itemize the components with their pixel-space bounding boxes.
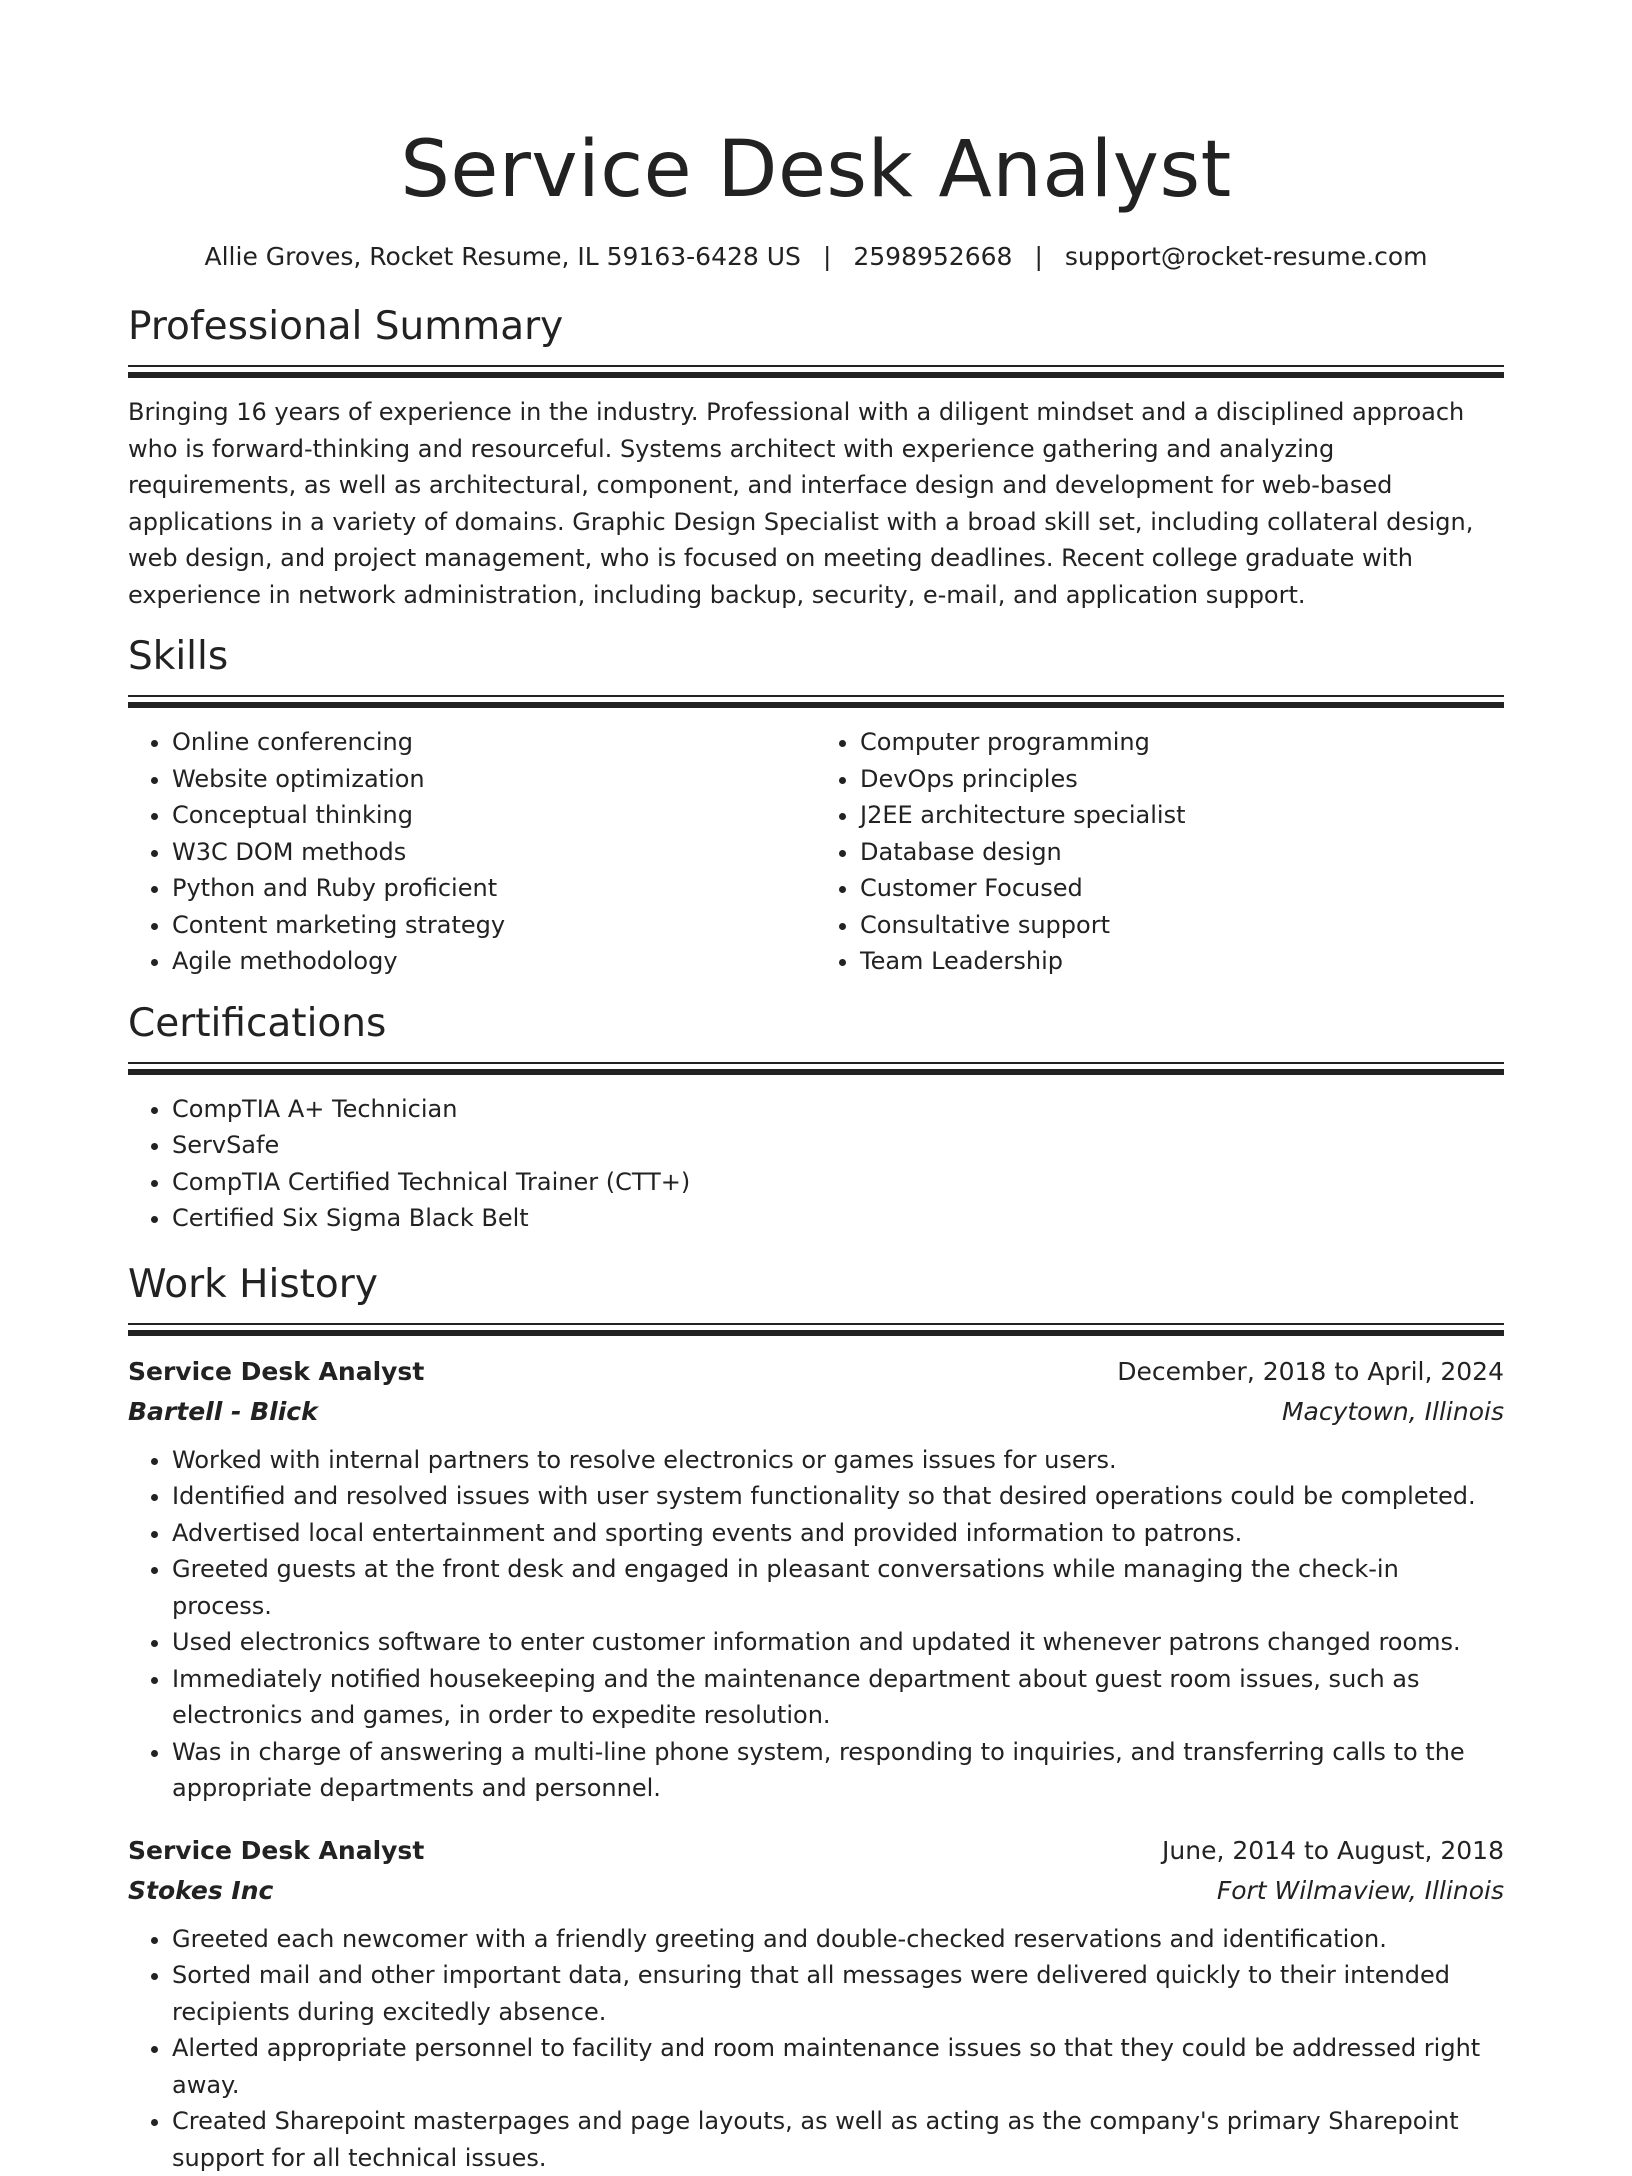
contact-phone: 2598952668 bbox=[853, 242, 1012, 271]
skills-heading: Skills bbox=[128, 633, 1504, 681]
skill-item: • Online conferencing bbox=[172, 724, 816, 761]
job-bullet: • Worked with internal partners to resolve electronics or games issues for users. bbox=[172, 1442, 1504, 1479]
job-bullet: • Identified and resolved issues with user system functionality so that desired operations could be completed. bbox=[172, 1478, 1504, 1515]
section-divider bbox=[128, 1323, 1504, 1336]
skill-item: • Computer programming bbox=[860, 724, 1504, 761]
job-entry bbox=[128, 1831, 1504, 2176]
work-heading: Work History bbox=[128, 1261, 1504, 1309]
job-dates: June, 2014 to August, 2018 bbox=[1162, 1831, 1504, 1871]
certification-item: • CompTIA Certified Technical Trainer (CTT+) bbox=[172, 1164, 1504, 1201]
certifications-heading: Certifications bbox=[128, 1000, 1504, 1048]
summary-section bbox=[128, 303, 1504, 613]
resume-page bbox=[128, 0, 1504, 2176]
certifications-list bbox=[128, 1091, 1504, 1237]
certification-item: • ServSafe bbox=[172, 1127, 1504, 1164]
job-header bbox=[128, 1352, 1504, 1392]
job-company: Stokes Inc bbox=[128, 1871, 273, 1911]
contact-line bbox=[128, 240, 1504, 274]
job-bullet: • Sorted mail and other important data, ensuring that all messages were delivered quickly to their intended recipients during excitedly absence. bbox=[172, 1957, 1504, 2030]
skill-item: • W3C DOM methods bbox=[172, 834, 816, 871]
job-bullet: • Alerted appropriate personnel to facility and room maintenance issues so that they could be addressed right away. bbox=[172, 2030, 1504, 2103]
certification-item: • CompTIA A+ Technician bbox=[172, 1091, 1504, 1128]
contact-separator: | bbox=[1034, 240, 1042, 274]
skill-item: • Consultative support bbox=[860, 907, 1504, 944]
skills-grid bbox=[128, 724, 1504, 980]
skill-item: • Content marketing strategy bbox=[172, 907, 816, 944]
job-bullet: • Was in charge of answering a multi-line phone system, responding to inquiries, and transferring calls to the appropriate departments and personnel. bbox=[172, 1734, 1504, 1807]
job-bullet: • Advertised local entertainment and sporting events and provided information to patrons. bbox=[172, 1515, 1504, 1552]
contact-address: Allie Groves, Rocket Resume, IL 59163-6428 US bbox=[205, 242, 801, 271]
job-title: Service Desk Analyst bbox=[128, 1831, 424, 1871]
work-section bbox=[128, 1261, 1504, 2176]
certifications-section bbox=[128, 1000, 1504, 1237]
job-bullet: • Immediately notified housekeeping and the maintenance department about guest room issues, such as electronics and games, in order to expedite resolution. bbox=[172, 1661, 1504, 1734]
skill-item: • J2EE architecture specialist bbox=[860, 797, 1504, 834]
job-subheader bbox=[128, 1392, 1504, 1432]
skill-item: • Python and Ruby proficient bbox=[172, 870, 816, 907]
job-entry bbox=[128, 1352, 1504, 1807]
section-divider bbox=[128, 1062, 1504, 1075]
job-bullets bbox=[128, 1921, 1504, 2176]
job-bullet: • Used electronics software to enter customer information and updated it whenever patrons changed rooms. bbox=[172, 1624, 1504, 1661]
job-bullet: • Greeted guests at the front desk and engaged in pleasant conversations while managing the check-in process. bbox=[172, 1551, 1504, 1624]
contact-email: support@rocket-resume.com bbox=[1065, 242, 1428, 271]
job-bullets bbox=[128, 1442, 1504, 1807]
summary-text: Bringing 16 years of experience in the industry. Professional with a diligent mindset and a disciplined approach who is forward-thinking and resourceful. Systems architect with experience gathering and analyzing requirements, as well as architectural, component, and interface design and development for web-based applications in a variety of domains. Graphic Design Specialist with a broad skill set, including collateral design, web design, and project management, who is focused on meeting deadlines. Recent college graduate with experience in network administration, including backup, security, e-mail, and application support. bbox=[128, 394, 1504, 613]
resume-name: Service Desk Analyst bbox=[128, 124, 1504, 216]
skills-section bbox=[128, 633, 1504, 980]
job-subheader bbox=[128, 1871, 1504, 1911]
certification-item: • Certified Six Sigma Black Belt bbox=[172, 1200, 1504, 1237]
job-header bbox=[128, 1831, 1504, 1871]
skill-item: • Agile methodology bbox=[172, 943, 816, 980]
job-bullet: • Greeted each newcomer with a friendly greeting and double-checked reservations and identification. bbox=[172, 1921, 1504, 1958]
skill-item: • Conceptual thinking bbox=[172, 797, 816, 834]
skills-list-left bbox=[128, 724, 816, 980]
job-location: Macytown, Illinois bbox=[1282, 1392, 1504, 1432]
job-location: Fort Wilmaview, Illinois bbox=[1217, 1871, 1504, 1911]
job-dates: December, 2018 to April, 2024 bbox=[1117, 1352, 1504, 1392]
skill-item: • DevOps principles bbox=[860, 761, 1504, 798]
job-title: Service Desk Analyst bbox=[128, 1352, 424, 1392]
job-company: Bartell - Blick bbox=[128, 1392, 318, 1432]
contact-separator: | bbox=[823, 240, 831, 274]
skill-item: • Customer Focused bbox=[860, 870, 1504, 907]
section-divider bbox=[128, 365, 1504, 378]
skills-list-right bbox=[816, 724, 1504, 980]
job-bullet: • Created Sharepoint masterpages and page layouts, as well as acting as the company's primary Sharepoint support for all technical issues. bbox=[172, 2103, 1504, 2176]
skill-item: • Database design bbox=[860, 834, 1504, 871]
skill-item: • Team Leadership bbox=[860, 943, 1504, 980]
skill-item: • Website optimization bbox=[172, 761, 816, 798]
section-divider bbox=[128, 695, 1504, 708]
summary-heading: Professional Summary bbox=[128, 303, 1504, 351]
